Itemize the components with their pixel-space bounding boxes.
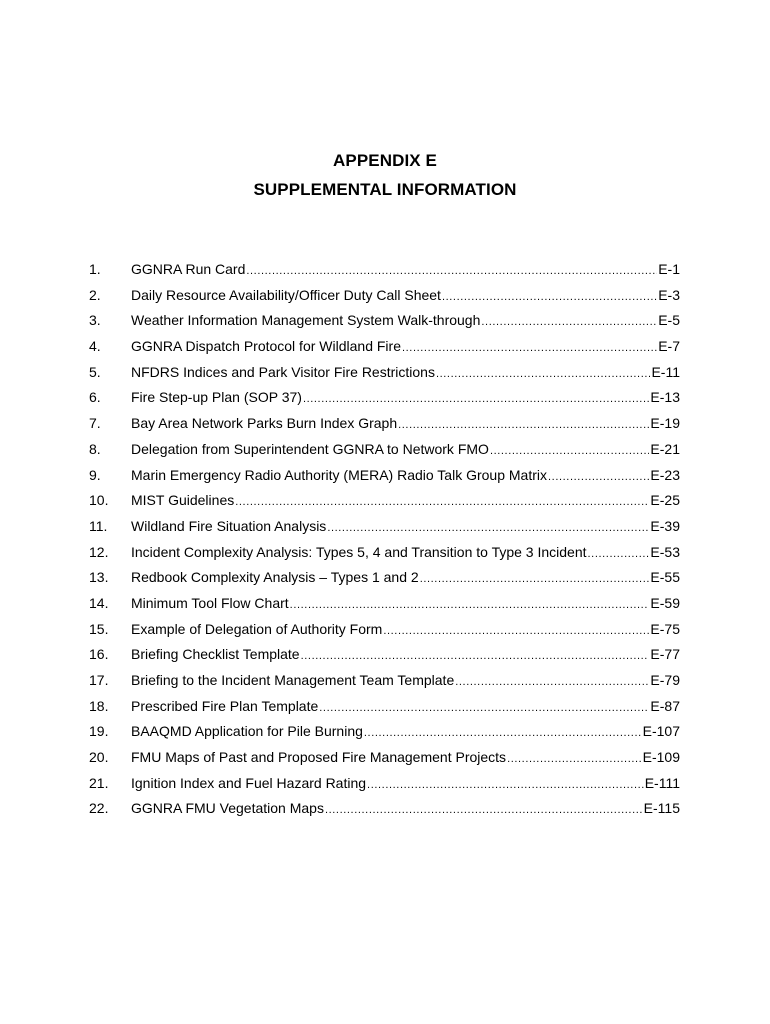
toc-entry-line	[131, 311, 680, 331]
dot-leader	[235, 493, 649, 511]
toc-entry-line	[131, 722, 680, 742]
toc-entry-line	[131, 286, 680, 306]
toc-entry-number: 10.	[89, 492, 109, 509]
toc-entry	[0, 645, 770, 671]
toc-entry-line	[131, 337, 680, 357]
dot-leader	[301, 647, 650, 665]
toc-entry-title: BAAQMD Application for Pile Burning	[131, 723, 363, 740]
dot-leader	[402, 339, 657, 357]
dot-leader	[442, 288, 657, 306]
toc-entry	[0, 517, 770, 543]
toc-entry-number: 18.	[89, 697, 109, 714]
toc-entry-line	[131, 568, 680, 588]
dot-leader	[455, 673, 649, 691]
dot-leader	[327, 519, 649, 537]
toc-entry	[0, 337, 770, 363]
toc-entry	[0, 620, 770, 646]
toc-entry-line	[131, 491, 680, 511]
toc-entry-title: Marin Emergency Radio Authority (MERA) Radio Talk Group Matrix	[131, 466, 548, 483]
toc-entry	[0, 799, 770, 825]
toc-entry-page: E-59	[650, 594, 680, 611]
dot-leader	[367, 776, 644, 794]
toc-entry-page: E-3	[658, 286, 680, 303]
toc-entry-line	[131, 748, 680, 768]
toc-entry-number: 11.	[89, 517, 108, 534]
toc-entry-title: Delegation from Superintendent GGNRA to Network FMO	[131, 440, 489, 457]
toc-entry-line	[131, 697, 680, 717]
toc-entry-line	[131, 466, 680, 486]
toc-entry	[0, 697, 770, 723]
dot-leader	[290, 596, 650, 614]
toc-entry-line	[131, 799, 680, 819]
toc-entry	[0, 568, 770, 594]
toc-entry-page: E-87	[650, 697, 680, 714]
appendix-title: APPENDIX E	[333, 151, 437, 170]
toc-entry-line	[131, 620, 680, 640]
toc-entry	[0, 388, 770, 414]
toc-entry-page: E-5	[658, 312, 680, 329]
toc-entry-title: Prescribed Fire Plan Template	[131, 697, 319, 714]
dot-leader	[436, 365, 651, 383]
toc-entry-title: MIST Guidelines	[131, 492, 235, 509]
toc-entry-line	[131, 774, 680, 794]
toc-entry-title: Minimum Tool Flow Chart	[131, 594, 289, 611]
toc-entry-line	[131, 440, 680, 460]
toc-entry-title: Weather Information Management System Walk-through	[131, 312, 481, 329]
toc-entry	[0, 671, 770, 697]
toc-entry-page: E-13	[650, 389, 680, 406]
toc-entry	[0, 466, 770, 492]
toc-entry-title: Daily Resource Availability/Officer Duty Call Sheet	[131, 286, 441, 303]
toc-entry-title: Incident Complexity Analysis: Types 5, 4 and Transition to Type 3 Incident	[131, 543, 587, 560]
toc-entry-page: E-55	[650, 569, 680, 586]
toc-entry	[0, 748, 770, 774]
toc-entry-line	[131, 414, 680, 434]
toc-entry-line	[131, 517, 680, 537]
toc-entry-number: 7.	[89, 415, 101, 432]
toc-entry-page: E-21	[650, 440, 680, 457]
toc-entry-line	[131, 260, 680, 280]
toc-entry-number: 12.	[89, 543, 109, 560]
toc-entry-page: E-79	[650, 672, 680, 688]
appendix-subtitle: SUPPLEMENTAL INFORMATION	[253, 180, 517, 199]
toc-entry-page: E-107	[642, 723, 680, 740]
dot-leader	[420, 570, 650, 588]
toc-entry-page: E-77	[650, 646, 680, 663]
toc-entry-title: Ignition Index and Fuel Hazard Rating	[131, 774, 367, 791]
toc-entry-title: Redbook Complexity Analysis – Types 1 and 2	[131, 569, 419, 586]
toc-entry-title: Example of Delegation of Authority Form	[131, 620, 383, 637]
toc-entry-number: 22.	[89, 800, 109, 817]
toc-entry-title: Bay Area Network Parks Burn Index Graph	[131, 415, 398, 432]
toc-entry	[0, 286, 770, 312]
table-of-contents	[0, 260, 770, 825]
toc-entry-page: E-115	[643, 800, 680, 817]
toc-entry-number: 6.	[89, 389, 101, 406]
dot-leader	[490, 442, 649, 460]
dot-leader	[325, 801, 643, 819]
toc-entry-page: E-7	[658, 338, 680, 355]
toc-entry-number: 14.	[89, 594, 109, 611]
toc-entry-number: 17.	[89, 672, 109, 688]
toc-entry-title: GGNRA FMU Vegetation Maps	[131, 800, 324, 817]
toc-entry-page: E-75	[650, 620, 680, 637]
toc-entry-line	[131, 543, 680, 563]
dot-leader	[507, 750, 642, 768]
toc-entry-number: 20.	[89, 749, 109, 766]
toc-entry	[0, 491, 770, 517]
toc-entry-number: 19.	[89, 723, 109, 740]
toc-entry-number: 13.	[89, 569, 109, 586]
toc-entry-number: 5.	[89, 363, 101, 380]
dot-leader	[383, 622, 649, 640]
toc-entry	[0, 774, 770, 800]
toc-entry-page: E-39	[650, 517, 680, 534]
dot-leader	[398, 416, 649, 434]
toc-entry-number: 1.	[89, 261, 101, 277]
toc-entry-line	[131, 363, 680, 383]
toc-entry-title: Briefing Checklist Template	[131, 646, 300, 663]
dot-leader	[319, 699, 649, 717]
dot-leader	[588, 545, 650, 563]
toc-entry-page: E-25	[650, 492, 680, 509]
dot-leader	[246, 262, 657, 280]
toc-entry-number: 8.	[89, 440, 101, 457]
toc-entry-number: 15.	[89, 620, 109, 637]
toc-entry-line	[131, 594, 680, 614]
toc-entry	[0, 594, 770, 620]
toc-entry-line	[131, 671, 680, 691]
toc-entry	[0, 414, 770, 440]
toc-entry-page: E-53	[650, 543, 680, 560]
toc-entry-page: E-19	[650, 415, 680, 432]
toc-entry-title: NFDRS Indices and Park Visitor Fire Restrictions	[131, 363, 435, 380]
toc-entry-page: E-1	[658, 261, 680, 277]
toc-entry	[0, 543, 770, 569]
toc-entry-number: 4.	[89, 338, 101, 355]
toc-entry-title: Briefing to the Incident Management Team Template	[131, 672, 455, 688]
toc-entry-number: 3.	[89, 312, 101, 329]
toc-entry	[0, 440, 770, 466]
toc-entry	[0, 311, 770, 337]
toc-entry-number: 21.	[89, 774, 109, 791]
dot-leader	[364, 724, 642, 742]
toc-entry-page: E-111	[644, 774, 680, 791]
toc-entry-number: 16.	[89, 646, 109, 663]
toc-entry-number: 2.	[89, 286, 101, 303]
toc-entry-title: FMU Maps of Past and Proposed Fire Management Projects	[131, 749, 507, 766]
dot-leader	[303, 390, 649, 408]
toc-entry	[0, 260, 770, 286]
toc-entry-page: E-11	[651, 363, 680, 380]
toc-entry	[0, 363, 770, 389]
toc-entry	[0, 722, 770, 748]
toc-entry-number: 9.	[89, 466, 101, 483]
dot-leader	[548, 468, 649, 486]
toc-entry-page: E-23	[650, 466, 680, 483]
toc-entry-title: GGNRA Dispatch Protocol for Wildland Fire	[131, 338, 401, 355]
dot-leader	[481, 313, 657, 331]
toc-entry-title: GGNRA Run Card	[131, 261, 246, 277]
toc-entry-line	[131, 645, 680, 665]
toc-entry-title: Fire Step-up Plan (SOP 37)	[131, 389, 302, 406]
toc-entry-title: Wildland Fire Situation Analysis	[131, 517, 327, 534]
toc-entry-page: E-109	[642, 749, 680, 766]
toc-entry-line	[131, 388, 680, 408]
